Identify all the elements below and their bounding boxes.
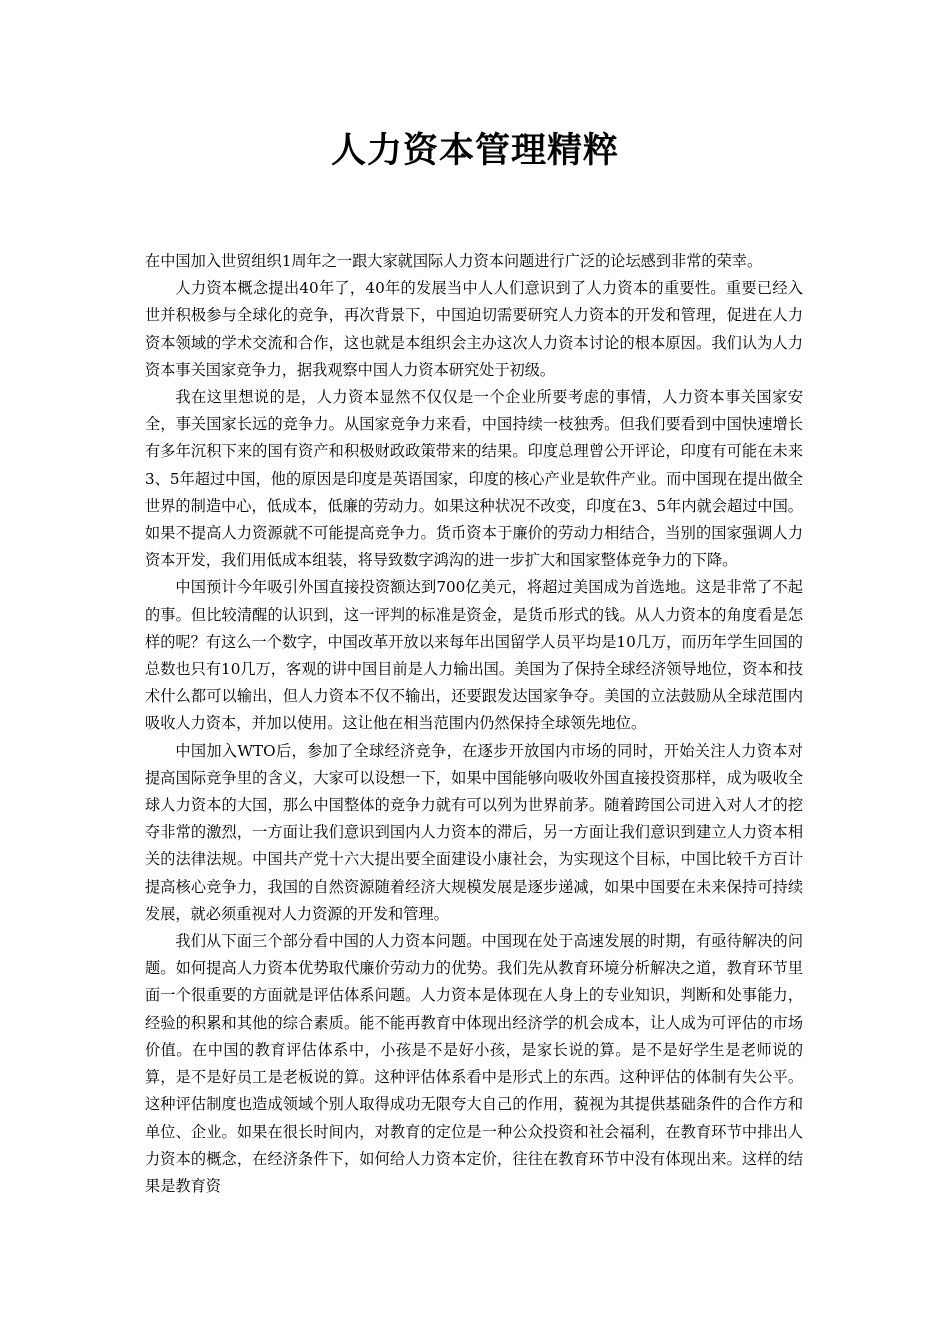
paragraph-concept: 人力资本概念提出40年了，40年的发展当中人人们意识到了人力资本的重要性。重要已经入世并积极参与全球化的竞争，再次背景下，中国迫切需要研究人力资本的开发和管理，促进在人力资本领域的学术交流和合作，这也就是本组织会主办这次人力资本讨论的根本原因。我们认为人力资本事关国家竞争力，据我观察中国人力资本研究处于初级。: [145, 279, 803, 379]
paragraph-national-security: 我在这里想说的是，人力资本显然不仅仅是一个企业所要考虑的事情，人力资本事关国家安全，事关国家长远的竞争力。从国家竞争力来看，中国持续一枝独秀。但我们要看到中国快速增长有多年沉积下来的国有资产和积极财政政策带来的结果。印度总理曾公开评论，印度有可能在未来3、5年超过中国，他的原因是印度是英语国家，印度的核心产业是软件产业。而中国现在提出做全世界的制造中心，低成本，低廉的劳动力。如果这种状况不改变，印度在3、5年内就会超过中国。如果不提高人力资源就不可能提高竞争力。货币资本于廉价的劳动力相结合，当别的国家强调人力资本开发，我们用低成本组装，将导致数字鸿沟的进一步扩大和国家整体竞争力的下降。: [145, 388, 803, 570]
document-body: [145, 248, 803, 1200]
paragraph-wto: 中国加入WTO后，参加了全球经济竞争，在逐步开放国内市场的同时，开始关注人力资本对提高国际竞争里的含义，大家可以设想一下，如果中国能够向吸收外国直接投资那样，成为吸收全球人力资本的大国，那么中国整体的竞争力就有可以列为世界前茅。随着跨国公司进入对人才的挖夺非常的激烈，一方面让我们意识到国内人力资本的滞后，另一方面让我们意识到建立人力资本相关的法律法规。中国共产党十六大提出要全面建设小康社会，为实现这个目标，中国比较千方百计提高核心竞争力，我国的自然资源随着经济大规模发展是逐步递减，如果中国要在未来保持可持续发展，就必须重视对人力资源的开发和管理。: [145, 741, 803, 923]
paragraph-intro: 在中国加入世贸组织1周年之一跟大家就国际人力资本问题进行广泛的论坛感到非常的荣幸。: [145, 252, 763, 270]
paragraph-education: 我们从下面三个部分看中国的人力资本问题。中国现在处于高速发展的时期，有亟待解决的问题。如何提高人力资本优势取代廉价劳动力的优势。我们先从教育环境分析解决之道，教育环节里面一个很重要的方面就是评估体系问题。人力资本是体现在人身上的专业知识，判断和处事能力，经验的积累和其他的综合素质。能不能再教育中体现出经济学的机会成本，让人成为可评估的市场价值。在中国的教育评估体系中，小孩是不是好小孩，是家长说的算。是不是好学生是老师说的算，是不是好员工是老板说的算。这种评估体系看中是形式上的东西。这种评估的体制有失公平。这种评估制度也造成领域个别人取得成功无限夸大自己的作用，藐视为其提供基础条件的合作方和单位、企业。如果在很长时间内，对教育的定位是一种公众投资和社会福利，在教育环节中排出人力资本的概念，在经济条件下，如何给人力资本定价，往往在教育环节中没有体现出来。这样的结果是教育资: [145, 932, 803, 1195]
document-title: 人力资本管理精粹: [330, 130, 619, 171]
paragraph-fdi: 中国预计今年吸引外国直接投资额达到700亿美元，将超过美国成为首选地。这是非常了不起的事。但比较清醒的认识到，这一评判的标准是资金，是货币形式的钱。从人力资本的角度看是怎样的呢？有这么一个数字，中国改革开放以来每年出国留学人员平均是10几万，而历年学生回国的总数也只有10几万，客观的讲中国目前是人力输出国。美国为了保持全球经济领导地位，资本和技术什么都可以输出，但人力资本不仅不输出，还要跟发达国家争夺。美国的立法鼓励从全球范围内吸收人力资本，并加以使用。这让他在相当范围内仍然保持全球领先地位。: [145, 578, 803, 733]
